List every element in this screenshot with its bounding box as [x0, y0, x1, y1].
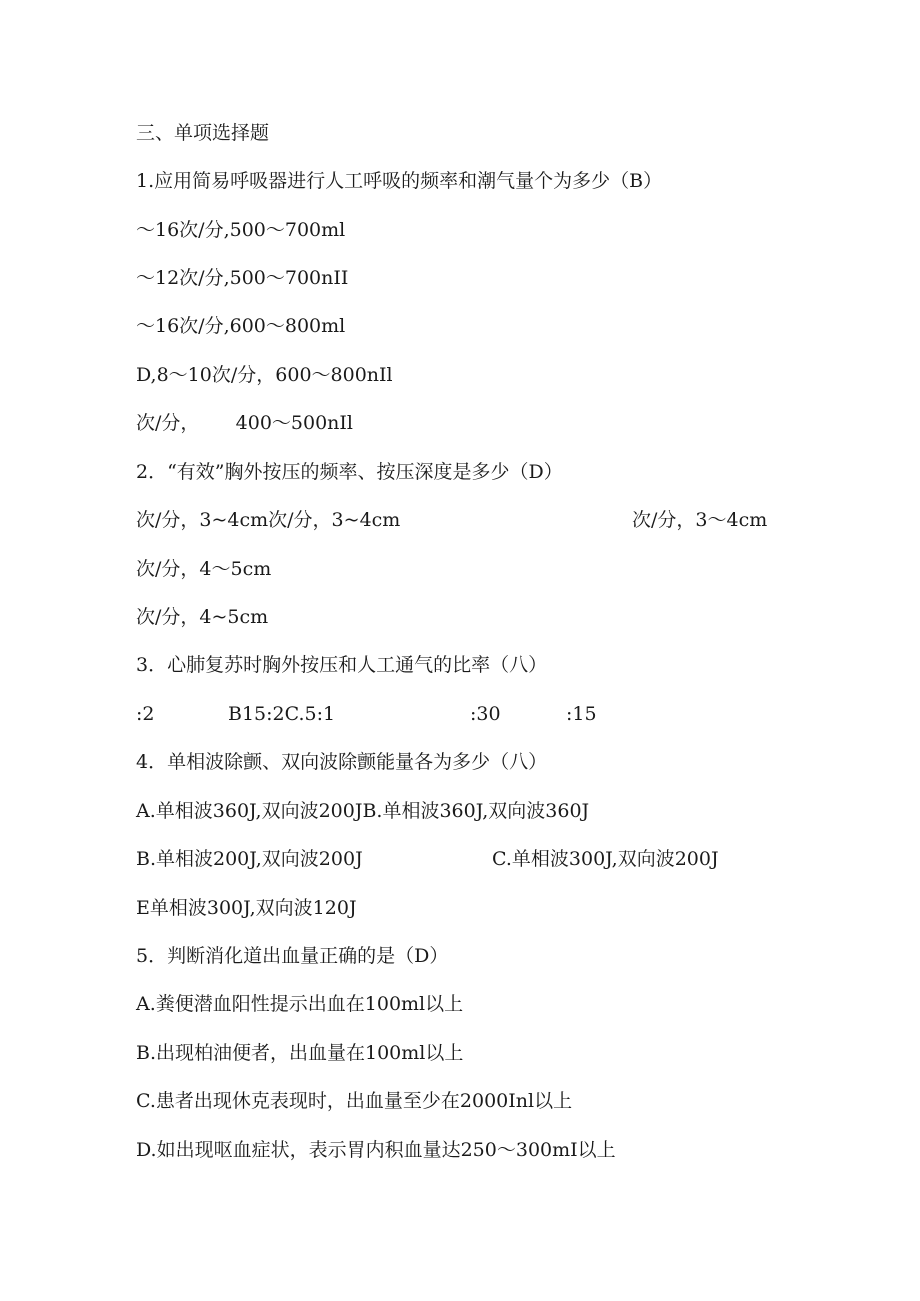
question-3-option-d: :30: [470, 703, 501, 725]
question-4-option-e: E单相波300J,双向波120J: [136, 897, 357, 919]
question-5-option-c: C.患者出现休克表现时，出血量至少在2000Inl以上: [136, 1090, 573, 1112]
question-1-stem: 1.应用简易呼吸器进行人工呼吸的频率和潮气量个为多少（B）: [136, 170, 663, 192]
question-2-option-ab: 次/分，3~4cm次/分，3~4cm: [136, 509, 401, 531]
question-2-option-d: 次/分，4～5cm: [136, 558, 272, 580]
question-4-option-c: C.单相波300J,双向波200J: [492, 848, 719, 870]
question-1-option-b: ～12次/分,500～700nII: [136, 267, 349, 289]
question-2-options-row-1: [136, 505, 776, 535]
question-5-option-d: D.如出现呕血症状，表示胃内积血量达250～300mI以上: [136, 1139, 616, 1161]
question-4-option-b: B.单相波200J,双向波200J: [136, 848, 363, 870]
question-1-option-c: ～16次/分,600～800ml: [136, 315, 346, 337]
question-3-option-e: :15: [566, 703, 597, 725]
question-1-option-e: 次/分， 400～500nIl: [136, 412, 353, 434]
question-1-option-d: D,8～10次/分，600～800nIl: [136, 364, 393, 386]
question-5-stem: 5．判断消化道出血量正确的是（D）: [136, 945, 449, 967]
question-3-option-bc: B15:2C.5:1: [228, 703, 336, 725]
question-5-option-a: A.粪便潜血阳性提示出血在100ml以上: [136, 993, 464, 1015]
question-1-option-a: ～16次/分,500～700ml: [136, 219, 346, 241]
question-4-option-ab: A.单相波360J,双向波200JB.单相波360J,双向波360J: [136, 800, 590, 822]
question-3-option-a: :2: [136, 703, 155, 725]
question-3-options-row: [136, 699, 616, 729]
question-4-stem: 4．单相波除颤、双向波除颤能量各为多少（八）: [136, 751, 548, 773]
question-2-option-e: 次/分，4~5cm: [136, 606, 269, 628]
section-title: 三、单项选择题: [136, 122, 270, 144]
question-3-stem: 3．心肺复苏时胸外按压和人工通气的比率（八）: [136, 654, 548, 676]
question-5-option-b: B.出现柏油便者，出血量在100ml以上: [136, 1042, 464, 1064]
question-4-options-row-2: [136, 844, 766, 874]
question-2-stem: 2．“有效”胸外按压的频率、按压深度是多少（D）: [136, 461, 563, 483]
question-2-option-c: 次/分，3～4cm: [632, 509, 768, 531]
